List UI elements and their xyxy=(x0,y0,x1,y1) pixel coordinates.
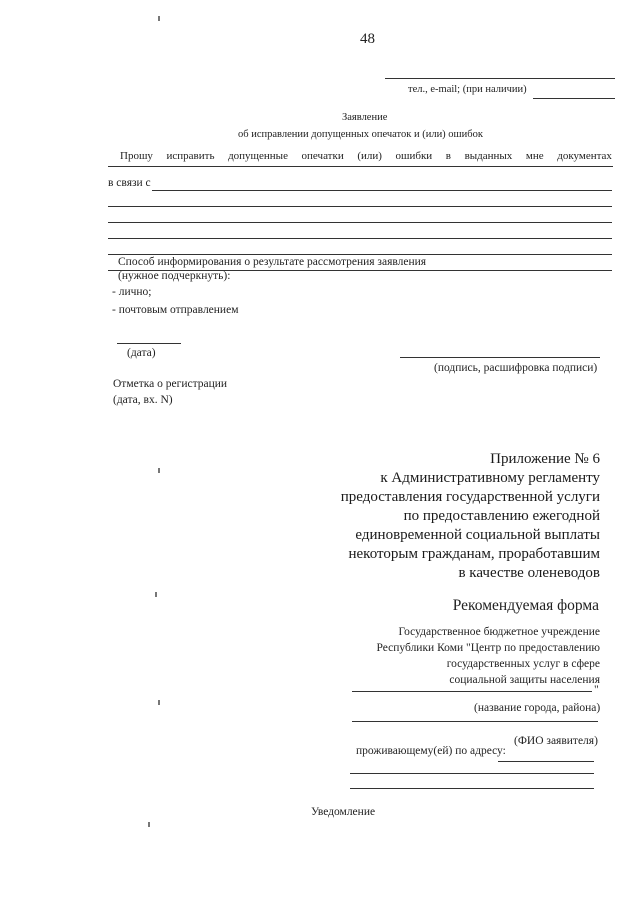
option-personal: - лично; xyxy=(112,286,152,298)
request-line xyxy=(120,150,612,162)
contact-caption: тел., e-mail; (при наличии) xyxy=(408,84,527,95)
request-word: (или) xyxy=(357,150,382,162)
closing-quote: " xyxy=(594,684,599,696)
info-method-label: Способ информирования о результате рассмотрения заявления xyxy=(118,256,427,268)
appendix-line: к Административному регламенту xyxy=(380,470,600,486)
applicant-caption: (ФИО заявителя) xyxy=(514,735,598,747)
scan-speck xyxy=(158,700,160,705)
request-word: в xyxy=(445,150,451,162)
address-line-3 xyxy=(350,788,594,789)
appendix-line: в качестве оленеводов xyxy=(458,565,600,581)
institution-line: Республики Коми "Центр по предоставлению xyxy=(376,642,600,654)
date-caption: (дата) xyxy=(127,347,156,359)
reason-line-1 xyxy=(152,190,612,191)
request-word: документах xyxy=(557,150,612,162)
request-word: Прошу xyxy=(120,150,153,162)
scan-speck xyxy=(148,822,150,827)
appendix-line: Приложение № 6 xyxy=(490,451,600,467)
institution-block xyxy=(377,624,600,688)
reason-line-4 xyxy=(108,238,612,239)
page-number: 48 xyxy=(360,31,375,47)
appendix-block xyxy=(341,450,600,583)
underline-note: (нужное подчеркнуть): xyxy=(118,270,231,282)
appendix-line: единовременной социальной выплаты xyxy=(355,527,600,543)
institution-line: государственных услуг в сфере xyxy=(446,658,600,670)
in-connection-label: в связи с xyxy=(108,177,151,189)
reason-line-2 xyxy=(108,206,612,207)
city-line xyxy=(352,721,598,722)
recommended-form: Рекомендуемая форма xyxy=(452,597,599,614)
request-word: выданных xyxy=(464,150,513,162)
reason-line-3 xyxy=(108,222,612,223)
scan-speck xyxy=(158,16,160,21)
institution-underline xyxy=(352,691,592,692)
signature-line xyxy=(400,357,600,358)
city-caption: (название города, района) xyxy=(474,702,601,714)
request-word: опечатки xyxy=(301,150,344,162)
address-line-1 xyxy=(498,761,594,762)
scan-speck xyxy=(158,468,160,473)
request-underline xyxy=(108,166,613,167)
scan-speck xyxy=(155,592,157,597)
registration-fields: (дата, вх. N) xyxy=(113,394,173,406)
notice-title: Уведомление xyxy=(311,806,376,818)
option-mail: - почтовым отправлением xyxy=(112,304,239,316)
appendix-line: предоставления государственной услуги xyxy=(340,489,600,505)
signature-caption: (подпись, расшифровка подписи) xyxy=(434,362,598,374)
contact-underline xyxy=(385,78,615,79)
reason-line-5 xyxy=(108,254,612,255)
registration-mark: Отметка о регистрации xyxy=(113,378,228,390)
appendix-line: по предоставлению ежегодной xyxy=(403,508,600,524)
appendix-line: некоторым гражданам, проработавшим xyxy=(348,546,600,562)
address-label: проживающему(ей) по адресу: xyxy=(356,745,506,757)
address-line-2 xyxy=(350,773,594,774)
request-word: ошибки xyxy=(395,150,433,162)
institution-line: социальной защиты населения xyxy=(449,674,600,686)
statement-subtitle: об исправлении допущенных опечаток и (или) ошибок xyxy=(238,129,483,140)
institution-line: Государственное бюджетное учреждение xyxy=(398,626,600,638)
request-word: исправить xyxy=(166,150,215,162)
contact-extra-underline xyxy=(533,98,615,99)
statement-title: Заявление xyxy=(342,112,388,123)
request-word: мне xyxy=(525,150,544,162)
date-line xyxy=(117,343,181,344)
request-word: допущенные xyxy=(228,150,288,162)
